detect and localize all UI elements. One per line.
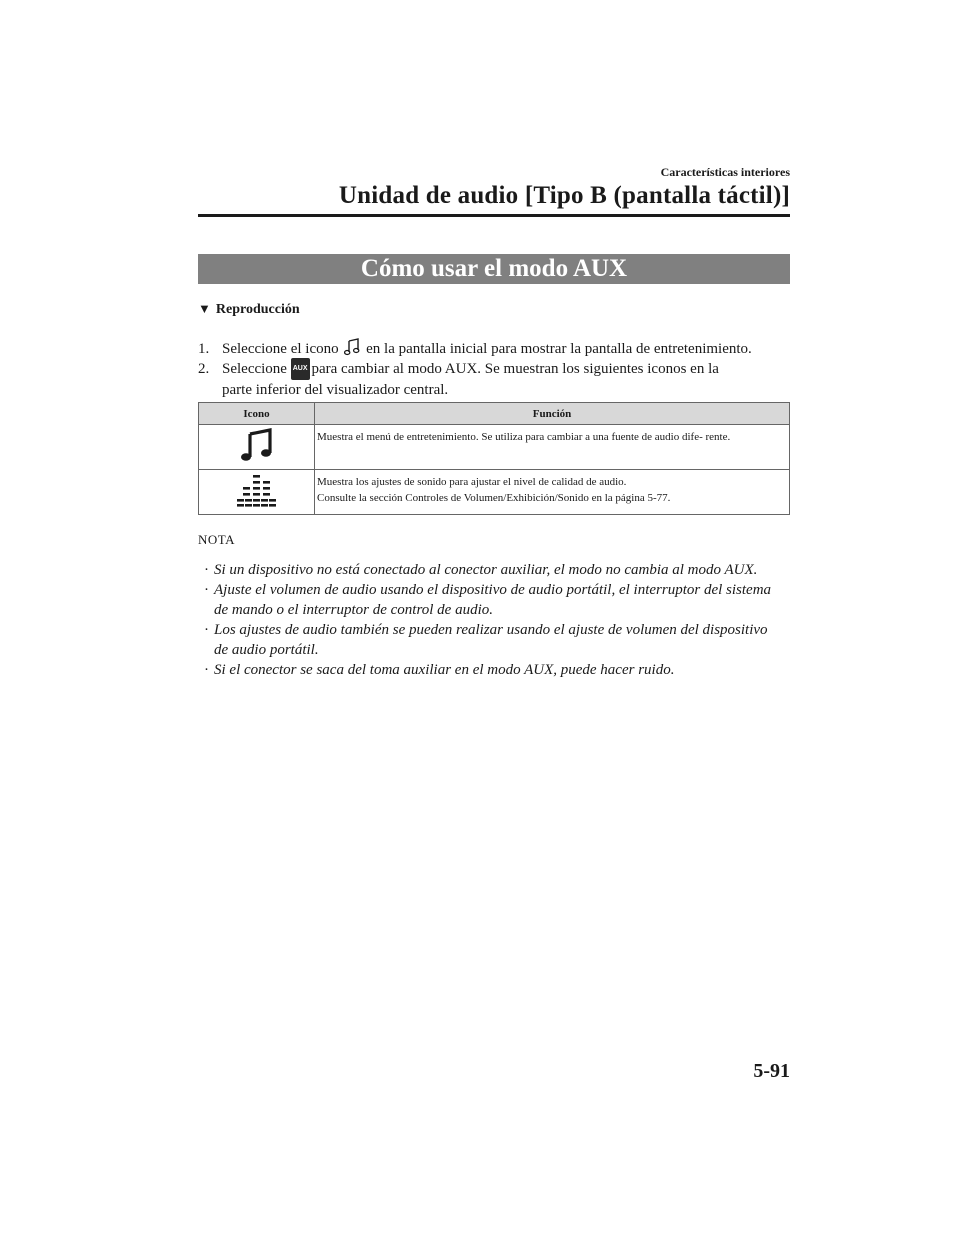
equalizer-icon [199,470,315,515]
step-number: 1. [198,341,210,357]
step-2 [198,358,798,400]
list-item: · Ajuste el volumen de audio usando el dispositivo de audio portátil, el interruptor del sistema de mando o el interruptor de control de audio. [204,580,784,620]
table-cell-description [315,470,790,515]
step-text-pre: Seleccione [222,361,287,377]
subheading-text: Reproducción [215,302,300,317]
step-text-pre: Seleccione el icono [222,341,339,357]
table-row [199,470,790,515]
table-row [199,425,790,470]
page-number: 5-91 [753,1060,790,1082]
description-line: Muestra los ajustes de sonido para ajustar el nivel de calidad de audio. [317,476,627,488]
music-note-icon [199,425,315,470]
icon-function-table [198,402,790,515]
table-header-row [199,403,790,425]
step-number: 2. [198,361,210,377]
list-item: · Si un dispositivo no está conectado al conector auxiliar, el modo no cambia al modo AUX. [204,560,784,580]
list-item: · Los ajustes de audio también se pueden realizar usando el ajuste de volumen del dispositivo de audio portátil. [204,620,784,660]
page-title: Unidad de audio [Tipo B (pantalla táctil)] [338,182,790,209]
chapter-label: Características interiores [660,165,790,179]
table-cell-description: Muestra el menú de entretenimiento. Se utiliza para cambiar a una fuente de audio dife- rente. [315,425,790,470]
step-text-continued: parte inferior del visualizador central. [222,382,449,398]
note-list [204,560,784,680]
triangle-bullet-icon: ▼ [198,301,211,316]
note-label: NOTA [198,532,236,547]
step-text-post: en la pantalla inicial para mostrar la pantalla de entretenimiento. [366,341,752,357]
subheading [198,301,300,318]
column-header-icon: Icono [199,403,315,425]
list-item: · Si el conector se saca del toma auxiliar en el modo AUX, puede hacer ruido. [204,660,784,680]
aux-button-icon: AUX [291,358,310,380]
header-divider [198,214,790,217]
step-text-post: para cambiar al modo AUX. Se muestran los siguientes iconos en la [311,361,719,377]
section-title: Cómo usar el modo AUX [198,254,790,284]
column-header-function: Función [315,403,790,425]
description-line: Consulte la sección Controles de Volumen/Exhibición/Sonido en la página 5-77. [317,492,671,504]
